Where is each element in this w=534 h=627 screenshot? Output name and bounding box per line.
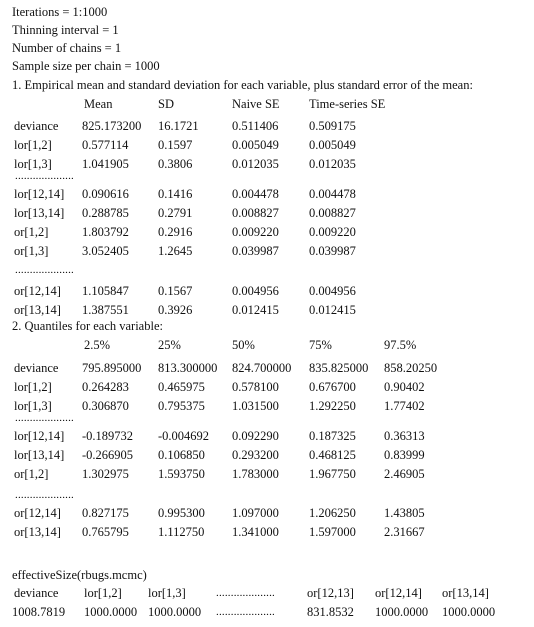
section2-variable-name: lor[12,14] <box>14 429 65 443</box>
section1-value-cell: 0.012415 <box>232 303 279 317</box>
section3-header-cell: lor[1,2] <box>84 586 122 600</box>
section2-table-row <box>0 379 534 396</box>
section1-value-cell: 1.387551 <box>82 303 129 317</box>
section3-header-cell: lor[1,3] <box>148 586 186 600</box>
header-number-of-chains: Number of chains = 1 <box>12 41 122 55</box>
section2-table-row <box>0 360 534 377</box>
section3-value-cell: 1008.7819 <box>12 605 66 619</box>
section2-variable-name: or[12,14] <box>14 506 61 520</box>
ellipsis-separator: .................... <box>15 170 74 182</box>
section2-value-cell: 1.783000 <box>232 467 279 481</box>
section1-value-cell: 3.052405 <box>82 244 129 258</box>
section2-value-cell: -0.266905 <box>82 448 134 462</box>
section1-table-row <box>0 224 534 241</box>
section2-variable-name: or[1,2] <box>14 467 49 481</box>
section2-value-cell: 835.825000 <box>309 361 369 375</box>
section2-table-row <box>0 524 534 541</box>
section2-table-row <box>0 447 534 464</box>
section1-variable-name: lor[12,14] <box>14 187 65 201</box>
section2-variable-name: deviance <box>14 361 59 375</box>
section2-title: 2. Quantiles for each variable: <box>12 319 163 333</box>
section2-table-row <box>0 466 534 483</box>
section2-variable-name: lor[1,2] <box>14 380 52 394</box>
section1-value-cell: 1.041905 <box>82 157 129 171</box>
section2-table-row <box>0 505 534 522</box>
section2-value-cell: 0.36313 <box>384 429 425 443</box>
section1-value-cell: 0.1416 <box>158 187 193 201</box>
ellipsis-separator: .................... <box>216 606 275 618</box>
section2-column-header: 75% <box>309 338 332 352</box>
section3-value-row <box>0 604 534 621</box>
section2-value-cell: 0.106850 <box>158 448 205 462</box>
section2-value-cell: 1.302975 <box>82 467 129 481</box>
section3-header-cell: deviance <box>14 586 59 600</box>
section3-value-cell: 1000.0000 <box>375 605 429 619</box>
section1-value-cell: 0.012035 <box>232 157 279 171</box>
section2-value-cell: 1.597000 <box>309 525 356 539</box>
section2-value-cell: 1.031500 <box>232 399 279 413</box>
ellipsis-separator: .................... <box>216 587 275 599</box>
section2-value-cell: 813.300000 <box>158 361 218 375</box>
section1-value-cell: 0.511406 <box>232 119 279 133</box>
section1-table-row <box>0 205 534 222</box>
section1-value-cell: 0.039987 <box>232 244 279 258</box>
section2-value-cell: 1.112750 <box>158 525 205 539</box>
section2-value-cell: 0.187325 <box>309 429 356 443</box>
section2-value-cell: 1.77402 <box>384 399 425 413</box>
section2-value-cell: 0.264283 <box>82 380 129 394</box>
section2-value-cell: 0.795375 <box>158 399 205 413</box>
section1-value-cell: 0.3926 <box>158 303 193 317</box>
section2-value-cell: 0.676700 <box>309 380 356 394</box>
section1-variable-name: deviance <box>14 119 59 133</box>
section1-value-cell: 0.1597 <box>158 138 193 152</box>
section2-variable-name: lor[1,3] <box>14 399 52 413</box>
section2-value-cell: 0.468125 <box>309 448 356 462</box>
section2-header-row <box>0 337 534 354</box>
section3-value-cell: 1000.0000 <box>148 605 202 619</box>
section1-value-cell: 0.090616 <box>82 187 129 201</box>
section1-value-cell: 1.803792 <box>82 225 129 239</box>
section3-header-cell: or[12,14] <box>375 586 422 600</box>
section2-value-cell: 0.765795 <box>82 525 129 539</box>
section1-variable-name: or[1,2] <box>14 225 49 239</box>
section2-value-cell: 0.90402 <box>384 380 425 394</box>
section1-variable-name: or[12,14] <box>14 284 61 298</box>
section2-column-header: 25% <box>158 338 181 352</box>
section2-value-cell: 0.578100 <box>232 380 279 394</box>
section2-value-cell: 0.293200 <box>232 448 279 462</box>
section2-value-cell: 2.31667 <box>384 525 425 539</box>
section1-value-cell: 0.008827 <box>232 206 279 220</box>
section1-value-cell: 16.1721 <box>158 119 199 133</box>
section3-value-cell: 1000.0000 <box>442 605 496 619</box>
section1-variable-name: lor[13,14] <box>14 206 65 220</box>
section1-table-row <box>0 302 534 319</box>
section2-variable-name: lor[13,14] <box>14 448 65 462</box>
section1-value-cell: 1.2645 <box>158 244 193 258</box>
section1-value-cell: 0.039987 <box>309 244 356 258</box>
section2-value-cell: -0.004692 <box>158 429 210 443</box>
section1-value-cell: 0.004478 <box>309 187 356 201</box>
section2-value-cell: 858.20250 <box>384 361 438 375</box>
section2-value-cell: 0.306870 <box>82 399 129 413</box>
section1-column-header: SD <box>158 97 174 111</box>
section1-column-header: Naive SE <box>232 97 280 111</box>
section2-value-cell: 1.341000 <box>232 525 279 539</box>
section2-value-cell: -0.189732 <box>82 429 134 443</box>
section1-table-row <box>0 283 534 300</box>
section1-header-row <box>0 96 534 113</box>
section3-value-cell: 831.8532 <box>307 605 354 619</box>
header-sample-size: Sample size per chain = 1000 <box>12 59 160 73</box>
section1-table-row <box>0 243 534 260</box>
section1-variable-name: lor[1,2] <box>14 138 52 152</box>
section2-variable-name: or[13,14] <box>14 525 61 539</box>
section1-value-cell: 0.1567 <box>158 284 193 298</box>
section2-value-cell: 824.700000 <box>232 361 292 375</box>
section2-value-cell: 0.465975 <box>158 380 205 394</box>
section1-value-cell: 0.3806 <box>158 157 193 171</box>
section1-value-cell: 0.009220 <box>309 225 356 239</box>
section1-table-row <box>0 156 534 173</box>
section2-value-cell: 795.895000 <box>82 361 142 375</box>
section1-value-cell: 0.288785 <box>82 206 129 220</box>
section1-value-cell: 0.012415 <box>309 303 356 317</box>
section2-value-cell: 2.46905 <box>384 467 425 481</box>
section1-value-cell: 0.2916 <box>158 225 193 239</box>
section2-value-cell: 1.292250 <box>309 399 356 413</box>
section3-header-cell: or[13,14] <box>442 586 489 600</box>
section2-value-cell: 1.593750 <box>158 467 205 481</box>
section2-value-cell: 1.206250 <box>309 506 356 520</box>
section1-variable-name: or[13,14] <box>14 303 61 317</box>
section1-value-cell: 1.105847 <box>82 284 129 298</box>
section1-column-header: Mean <box>84 97 113 111</box>
section1-value-cell: 0.509175 <box>309 119 356 133</box>
section1-value-cell: 0.004956 <box>232 284 279 298</box>
section1-value-cell: 0.012035 <box>309 157 356 171</box>
section2-value-cell: 0.092290 <box>232 429 279 443</box>
section1-column-header: Time-series SE <box>309 97 386 111</box>
ellipsis-separator: .................... <box>15 489 74 501</box>
header-thinning-interval: Thinning interval = 1 <box>12 23 119 37</box>
section2-value-cell: 0.83999 <box>384 448 425 462</box>
section1-value-cell: 825.173200 <box>82 119 142 133</box>
section2-column-header: 97.5% <box>384 338 417 352</box>
section3-header-row <box>0 585 534 602</box>
ellipsis-separator: .................... <box>15 264 74 276</box>
section3-header-cell: or[12,13] <box>307 586 354 600</box>
section1-value-cell: 0.004956 <box>309 284 356 298</box>
section1-variable-name: lor[1,3] <box>14 157 52 171</box>
section1-variable-name: or[1,3] <box>14 244 49 258</box>
section1-table-row <box>0 137 534 154</box>
header-iterations: Iterations = 1:1000 <box>12 5 108 19</box>
section2-value-cell: 1.43805 <box>384 506 425 520</box>
section2-table-row <box>0 398 534 415</box>
section2-column-header: 2.5% <box>84 338 111 352</box>
section1-value-cell: 0.2791 <box>158 206 193 220</box>
section1-value-cell: 0.008827 <box>309 206 356 220</box>
section2-value-cell: 0.995300 <box>158 506 205 520</box>
section1-title: 1. Empirical mean and standard deviation for each variable, plus standard error of the mean: <box>12 78 473 92</box>
section2-value-cell: 1.097000 <box>232 506 279 520</box>
section3-value-cell: 1000.0000 <box>84 605 138 619</box>
section1-table-row <box>0 186 534 203</box>
section2-column-header: 50% <box>232 338 255 352</box>
section2-value-cell: 1.967750 <box>309 467 356 481</box>
section1-table-row <box>0 118 534 135</box>
section1-value-cell: 0.009220 <box>232 225 279 239</box>
section1-value-cell: 0.005049 <box>232 138 279 152</box>
section1-value-cell: 0.005049 <box>309 138 356 152</box>
section2-table-row <box>0 428 534 445</box>
ellipsis-separator: .................... <box>15 412 74 424</box>
section1-value-cell: 0.004478 <box>232 187 279 201</box>
section1-value-cell: 0.577114 <box>82 138 129 152</box>
section3-title: effectiveSize(rbugs.mcmc) <box>12 568 147 582</box>
section2-value-cell: 0.827175 <box>82 506 129 520</box>
